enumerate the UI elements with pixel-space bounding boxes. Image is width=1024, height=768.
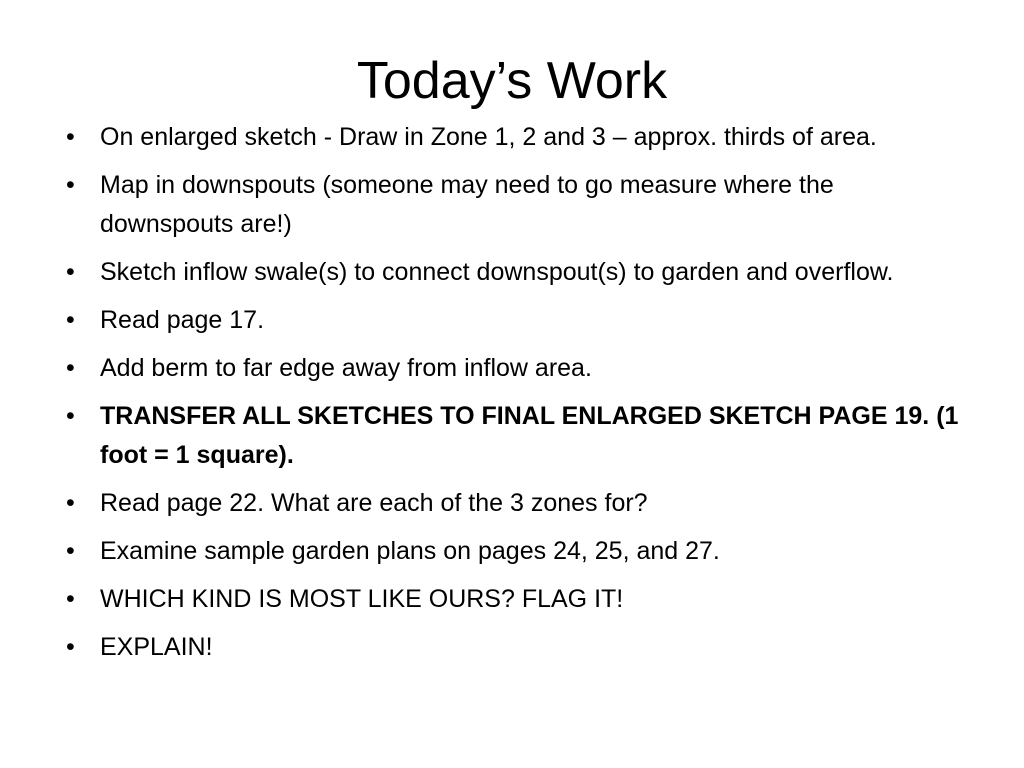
bullet-text: Map in downspouts (someone may need to go measure where the downspouts are!) xyxy=(100,171,834,238)
bullet-dot-icon: • xyxy=(66,258,75,286)
bullet-item xyxy=(66,166,966,244)
bullet-dot-icon: • xyxy=(66,354,75,382)
bullet-dot-icon: • xyxy=(66,633,75,661)
bullet-dot-icon: • xyxy=(66,585,75,613)
bullet-text: TRANSFER ALL SKETCHES TO FINAL ENLARGED SKETCH PAGE 19. (1 foot = 1 square). xyxy=(100,402,959,469)
bullet-text: Sketch inflow swale(s) to connect downspout(s) to garden and overflow. xyxy=(100,258,894,286)
bullet-text: EXPLAIN! xyxy=(100,633,213,661)
bullet-dot-icon: • xyxy=(66,402,75,430)
bullet-item xyxy=(66,349,966,388)
bullet-dot-icon: • xyxy=(66,489,75,517)
bullet-dot-icon: • xyxy=(66,171,75,199)
bullet-item xyxy=(66,532,966,571)
bullet-item xyxy=(66,628,966,667)
bullet-dot-icon: • xyxy=(66,306,75,334)
bullet-text: Add berm to far edge away from inflow area. xyxy=(100,354,592,382)
bullet-text: Read page 22. What are each of the 3 zones for? xyxy=(100,489,648,517)
slide-title: Today’s Work xyxy=(356,52,668,110)
bullet-item xyxy=(66,253,966,292)
bullet-text: Examine sample garden plans on pages 24, 25, and 27. xyxy=(100,537,720,565)
bullet-text: Read page 17. xyxy=(100,306,265,334)
bullet-item xyxy=(66,301,966,340)
bullet-item xyxy=(66,484,966,523)
bullet-dot-icon: • xyxy=(66,123,75,151)
bullet-text: On enlarged sketch - Draw in Zone 1, 2 and 3 – approx. thirds of area. xyxy=(100,123,877,151)
bullet-item xyxy=(66,580,966,619)
bullet-item xyxy=(66,118,966,157)
bullet-item-emphasized xyxy=(66,397,966,475)
bullet-dot-icon: • xyxy=(66,537,75,565)
bullet-text: WHICH KIND IS MOST LIKE OURS? FLAG IT! xyxy=(100,585,624,613)
bullet-list xyxy=(66,118,966,676)
